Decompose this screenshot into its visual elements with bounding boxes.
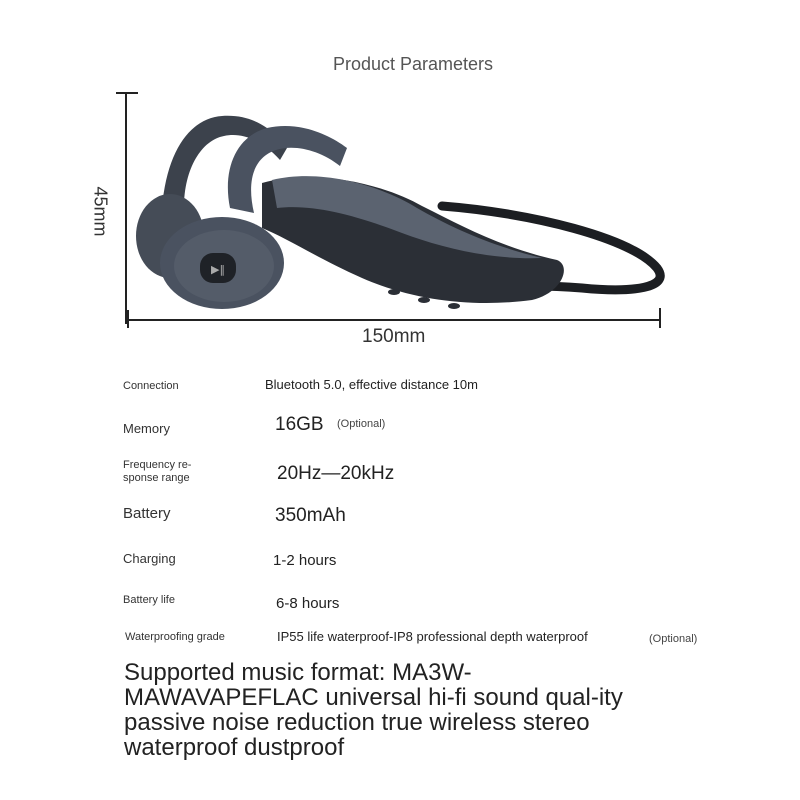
waterproofing-optional-note: (Optional) bbox=[649, 633, 698, 645]
spec-label-battery: Battery bbox=[123, 505, 171, 522]
spec-label-waterproofing: Waterproofing grade bbox=[125, 631, 225, 643]
spec-value-battery: 350mAh bbox=[275, 505, 346, 526]
spec-label-battery-life: Battery life bbox=[123, 594, 175, 606]
spec-value-battery-life: 6-8 hours bbox=[276, 595, 340, 612]
volume-button-3 bbox=[448, 303, 460, 309]
spec-label-frequency: Frequency re- sponse range bbox=[123, 459, 192, 484]
spec-label-charging: Charging bbox=[123, 551, 176, 566]
spec-label-connection: Connection bbox=[123, 380, 179, 392]
volume-button-2 bbox=[418, 297, 430, 303]
spec-value-memory: 16GB bbox=[275, 414, 324, 435]
headphone-illustration bbox=[112, 88, 672, 328]
volume-button-1 bbox=[388, 289, 400, 295]
spec-value-connection: Bluetooth 5.0, effective distance 10m bbox=[265, 377, 478, 392]
width-dimension-line bbox=[126, 308, 660, 328]
height-dimension-label: 45mm bbox=[90, 186, 111, 237]
height-dimension-line bbox=[116, 93, 138, 324]
play-pause-icon: ▶‖ bbox=[211, 263, 225, 276]
spec-value-charging: 1-2 hours bbox=[273, 552, 337, 569]
page-title: Product Parameters bbox=[332, 54, 494, 74]
width-dimension-label: 150mm bbox=[362, 326, 426, 347]
supported-formats-text: Supported music format: MA3W-MAWAVAPEFLAC universal hi-fi sound qual-ity passive noise reduction true wireless stereo waterproof dustproof bbox=[124, 659, 623, 761]
spec-value-frequency: 20Hz—20kHz bbox=[277, 463, 395, 484]
spec-label-memory: Memory bbox=[123, 421, 170, 436]
spec-value-waterproofing: IP55 life waterproof-IP8 professional depth waterproof bbox=[277, 629, 588, 644]
memory-optional-note: (Optional) bbox=[337, 418, 386, 430]
